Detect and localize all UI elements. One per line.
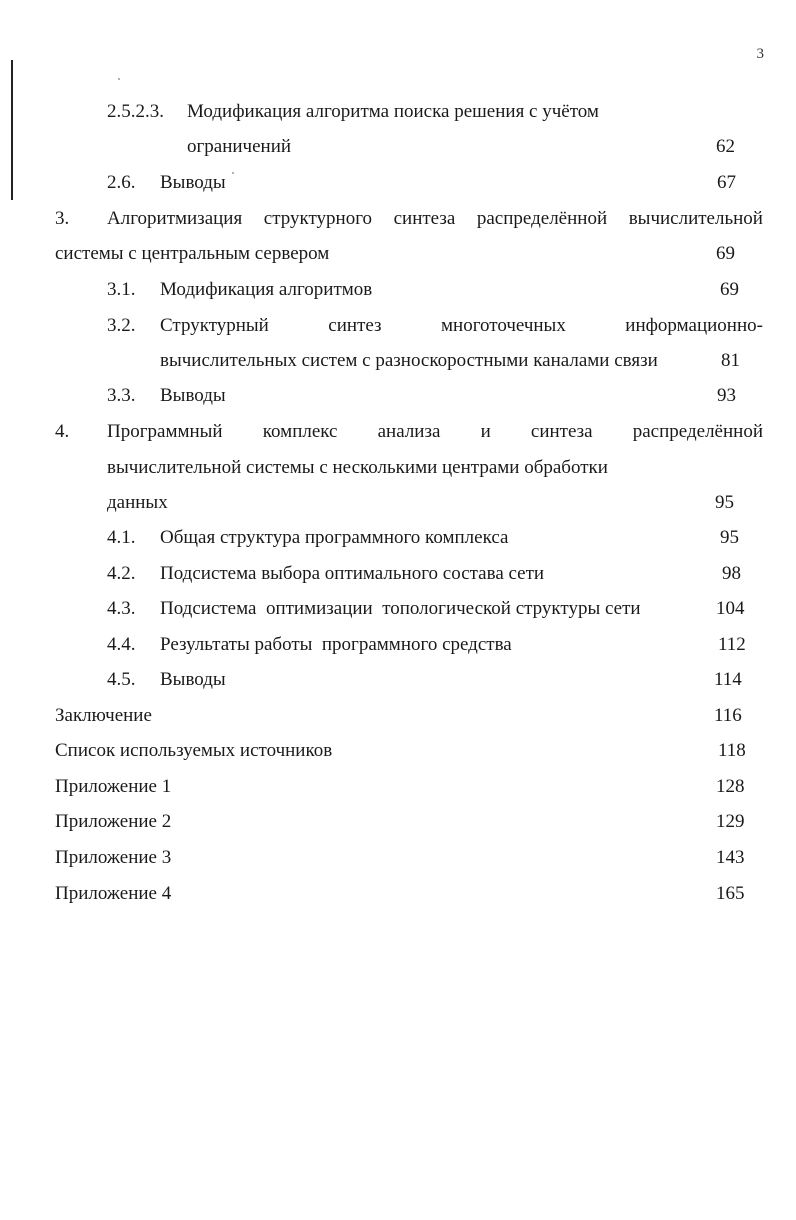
toc-entry	[0, 666, 796, 694]
toc-entry	[0, 98, 796, 126]
toc-entry-title	[107, 418, 763, 446]
toc-entry-page: 114	[714, 669, 742, 690]
toc-entry-title: Приложение 3	[55, 847, 172, 868]
toc-entry-title: Выводы	[160, 385, 226, 406]
toc-entry	[0, 312, 796, 340]
toc-entry	[0, 560, 796, 588]
toc-entry-title: Приложение 4	[55, 883, 172, 904]
toc-entry-title: Модификация алгоритма поиска решения с учётом	[187, 101, 599, 122]
title-word: вычислительной	[628, 208, 763, 229]
toc-entry	[0, 702, 796, 730]
toc-entry-continuation	[0, 489, 796, 517]
toc-entry	[0, 631, 796, 659]
toc-entry-page: 128	[716, 776, 745, 797]
toc-entry	[0, 276, 796, 304]
toc-entry-number: 2.5.2.3.	[107, 101, 164, 122]
toc-entry-number: 4.2.	[107, 563, 136, 584]
toc-entry-page: 165	[716, 883, 745, 904]
toc-entry-page: 95	[720, 527, 739, 548]
toc-entry-page: 129	[716, 811, 745, 832]
toc-entry-title-cont: вычислительных систем с разноскоростными каналами связи	[160, 350, 658, 371]
toc-entry-continuation	[0, 240, 796, 268]
toc-entry-title-cont: вычислительной системы с несколькими центрами обработки	[107, 457, 608, 478]
toc-entry	[0, 418, 796, 446]
toc-entry-number: 3.2.	[107, 315, 136, 336]
toc-entry-page: 81	[721, 350, 740, 371]
toc-entry-title: Подсистема оптимизации топологической структуры сети	[160, 598, 641, 619]
toc-entry	[0, 773, 796, 801]
toc-entry-continuation	[0, 347, 796, 375]
toc-entry-page: 69	[720, 279, 739, 300]
toc-entry-number: 3.	[55, 208, 70, 229]
toc-entry-page: 98	[722, 563, 741, 584]
toc-entry-page: 118	[718, 740, 746, 761]
toc-entry-title	[107, 205, 763, 233]
title-word: синтеза	[530, 421, 593, 442]
toc-entry-title: Подсистема выбора оптимального состава сети	[160, 563, 545, 584]
toc-entry-title-cont: ограничений	[187, 136, 292, 157]
title-word: анализа	[377, 421, 441, 442]
toc-entry-page: 67	[717, 172, 736, 193]
toc-entry-continuation	[0, 454, 796, 482]
toc-entry	[0, 880, 796, 908]
toc-entry-page: 143	[716, 847, 745, 868]
toc-entry-page: 116	[714, 705, 742, 726]
toc-entry-page: 69	[716, 243, 735, 264]
toc-entry-title	[160, 312, 763, 340]
toc-entry-page: 112	[718, 634, 746, 655]
toc-entry	[0, 169, 796, 197]
title-word: структурного	[263, 208, 373, 229]
toc-entry-page: 62	[716, 136, 735, 157]
toc-entry	[0, 595, 796, 623]
title-word: Алгоритмизация	[107, 208, 243, 229]
toc-entry-page: 104	[716, 598, 745, 619]
title-word: синтеза	[393, 208, 456, 229]
toc-entry-title: Общая структура программного комплекса	[160, 527, 509, 548]
title-word: многоточечных	[441, 315, 566, 336]
toc-entry	[0, 524, 796, 552]
toc-entry-page: 95	[715, 492, 734, 513]
toc-entry-title: Выводы	[160, 669, 226, 690]
toc-entry-title: Список используемых источников	[55, 740, 333, 761]
toc-entry-continuation	[0, 133, 796, 161]
toc-entry	[0, 382, 796, 410]
toc-entry-title: Модификация алгоритмов	[160, 279, 373, 300]
toc-entry-number: 4.3.	[107, 598, 136, 619]
title-word: распределённой	[476, 208, 608, 229]
toc-entry-title: Заключение	[55, 705, 152, 726]
toc-entry-title: Приложение 1	[55, 776, 172, 797]
toc-entry-number: 4.5.	[107, 669, 136, 690]
title-word: Программный	[107, 421, 223, 442]
toc-entry-title-cont: системы с центральным сервером	[55, 243, 330, 264]
toc-entry-page: 93	[717, 385, 736, 406]
title-word: Структурный	[160, 315, 269, 336]
toc-entry	[0, 737, 796, 765]
toc-entry-title: Выводы	[160, 172, 226, 193]
toc-entry-number: 3.1.	[107, 279, 136, 300]
toc-entry-title: Результаты работы программного средства	[160, 634, 512, 655]
toc-entry-number: 3.3.	[107, 385, 136, 406]
toc-entry-number: 4.4.	[107, 634, 136, 655]
toc-entry-number: 2.6.	[107, 172, 136, 193]
toc-entry	[0, 808, 796, 836]
toc-entry-title-cont: данных	[107, 492, 168, 513]
toc-entry	[0, 205, 796, 233]
toc-entry	[0, 844, 796, 872]
toc-entry-number: 4.	[55, 421, 70, 442]
page-number: 3	[756, 46, 764, 62]
title-word: распределённой	[632, 421, 763, 442]
toc-entry-title: Приложение 2	[55, 811, 172, 832]
title-word: и	[480, 421, 491, 442]
title-word: комплекс	[262, 421, 338, 442]
title-word: синтез	[328, 315, 382, 336]
toc-entry-number: 4.1.	[107, 527, 136, 548]
title-word: информационно-	[625, 315, 763, 336]
scan-speck	[118, 78, 120, 80]
